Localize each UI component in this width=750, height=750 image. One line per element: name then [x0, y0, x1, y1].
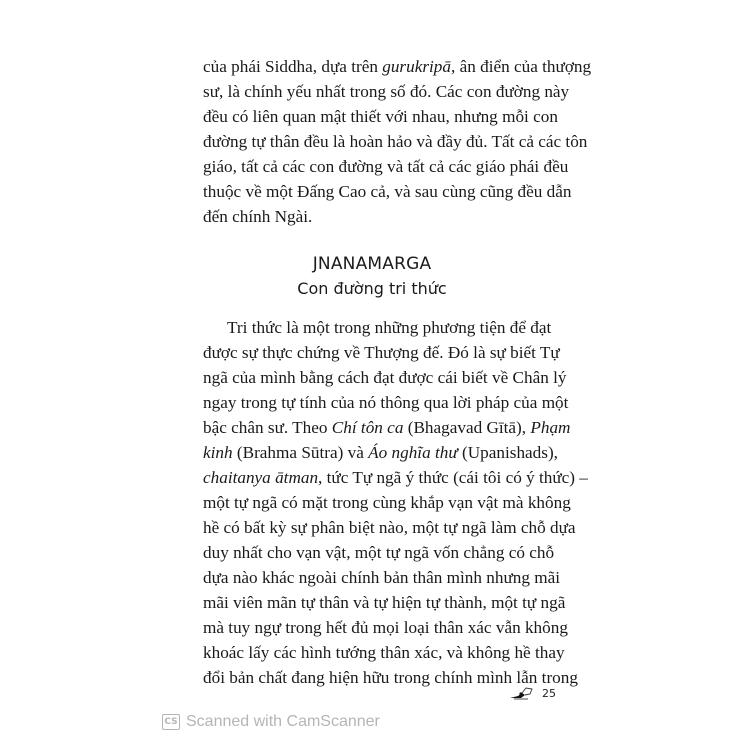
- text-line: sư, là chính yếu nhất trong số đó. Các con đường này: [203, 82, 570, 101]
- text-line: [203, 465, 588, 490]
- italic-term: chaitanya ātman: [203, 468, 319, 487]
- text-line: [203, 54, 592, 79]
- text-run: (Upanishads),: [457, 443, 558, 462]
- text-run: của phái Siddha, dựa trên: [203, 57, 383, 76]
- text-run: (Bhagavad Gītā),: [403, 418, 531, 437]
- text-line: ngã của mình bằng cách đạt được cái biết về Chân lý: [203, 368, 567, 387]
- watermark-text: Scanned with CamScanner: [186, 713, 380, 730]
- text-line: đổi bản chất đang hiện hữu trong chính mình lẫn trong: [203, 668, 578, 687]
- text-line: Tri thức là một trong những phương tiện để đạt: [227, 318, 552, 337]
- italic-term: kinh: [203, 443, 233, 462]
- intro-paragraph: [203, 54, 592, 229]
- text-line: một tự ngã có mặt trong cùng khắp vạn vật mà không: [203, 493, 571, 512]
- text-line: giáo, tất cả các con đường và tất cả các giáo phái đều: [203, 157, 569, 176]
- text-run: , tức Tự ngã ý thức (cái tôi có ý thức) –: [318, 468, 588, 487]
- italic-term: Phạm: [530, 418, 571, 437]
- text-line: được sự thực chứng về Thượng đế. Đó là sự biết Tự: [203, 343, 560, 362]
- text-run: , ân điển của thượng: [450, 57, 592, 76]
- text-line: duy nhất cho vạn vật, một tự ngã vốn chẳng có chỗ: [203, 543, 555, 562]
- page-number: 25: [542, 686, 556, 700]
- page-folio: [508, 685, 556, 701]
- italic-term: gurukripā: [382, 57, 451, 76]
- text-line: khoác lấy các hình tướng thân xác, và không hề thay: [203, 643, 565, 662]
- text-line: ngay trong tự tính của nó thông qua lời pháp của một: [203, 393, 569, 412]
- section-title: JNANAMARGA: [312, 254, 432, 274]
- text-line: đường tự thân đều là hoàn hảo và đầy đủ. Tất cả các tôn: [203, 132, 588, 151]
- italic-term: Áo nghĩa thư: [368, 443, 458, 462]
- italic-term: Chí tôn ca: [331, 418, 404, 437]
- text-line: đều có liên quan mật thiết với nhau, nhưng mỗi con: [203, 107, 558, 126]
- text-line: thuộc về một Đấng Cao cả, và sau cùng cũng đều dẫn: [203, 182, 572, 201]
- bird-ornament-icon: [508, 685, 536, 701]
- text-line: đến chính Ngài.: [203, 207, 313, 226]
- text-line: [203, 440, 558, 465]
- camscanner-logo-icon: CS: [162, 714, 180, 730]
- text-line: [203, 415, 571, 440]
- text-line: mãi viên mãn tự thân và tự hiện tự thành, một tự ngã: [203, 593, 566, 612]
- text-run: (Brahma Sūtra) và: [232, 443, 369, 462]
- body-paragraph: [203, 315, 588, 690]
- section-subtitle: Con đường tri thức: [297, 279, 447, 298]
- text-line: dựa nào khác ngoài chính bản thân mình nhưng mãi: [203, 568, 561, 587]
- text-line: hề có bất kỳ sự phân biệt nào, một tự ngã làm chỗ dựa: [203, 518, 576, 537]
- text-line: mà tuy ngự trong hết đủ mọi loại thân xác vẫn không: [203, 618, 568, 637]
- camscanner-watermark: [162, 713, 380, 731]
- text-run: bậc chân sư. Theo: [203, 418, 332, 437]
